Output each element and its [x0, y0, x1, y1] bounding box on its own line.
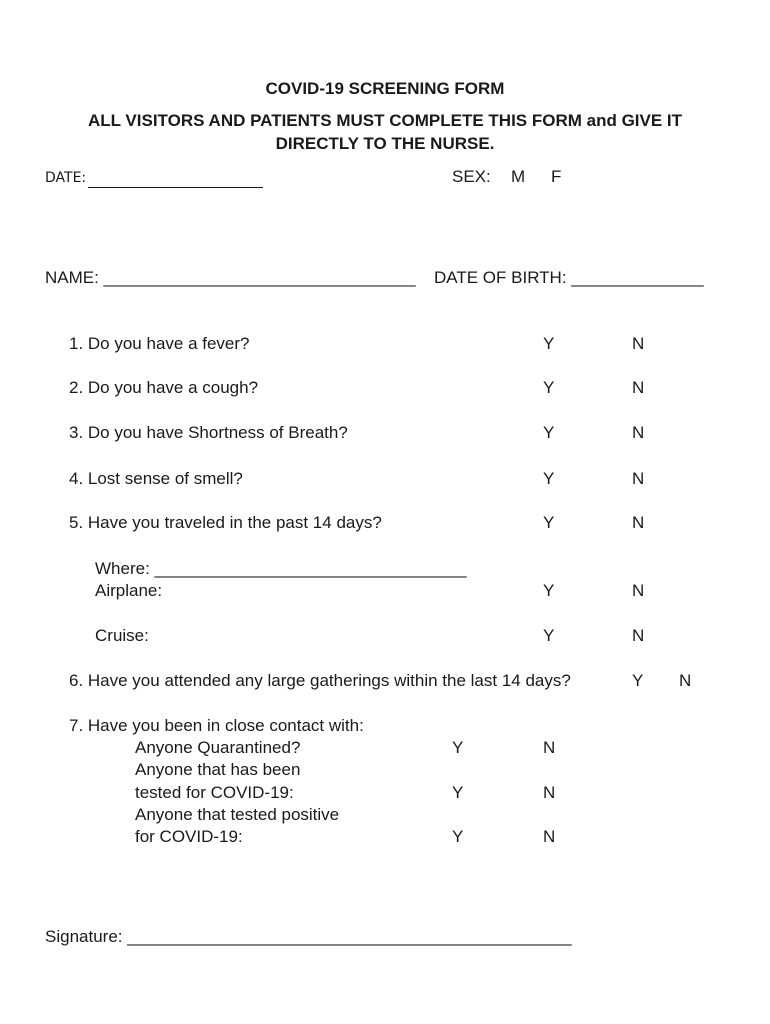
- q7-quarantined-yes[interactable]: Y: [452, 738, 464, 757]
- date-field[interactable]: [45, 167, 263, 188]
- q7-quarantined-label: Anyone Quarantined?: [135, 738, 301, 757]
- q6-no[interactable]: N: [679, 671, 692, 690]
- q3-no[interactable]: N: [632, 423, 645, 442]
- date-line[interactable]: [88, 172, 263, 188]
- dob-field[interactable]: DATE OF BIRTH: ______________: [434, 268, 704, 287]
- q5-cruise-yes[interactable]: Y: [543, 626, 555, 645]
- question-2: 2. Do you have a cough?: [69, 378, 259, 397]
- q7-positive-yes[interactable]: Y: [452, 827, 464, 846]
- sex-option-m[interactable]: M: [511, 167, 526, 186]
- q7-positive-no[interactable]: N: [543, 827, 556, 846]
- q2-no[interactable]: N: [632, 378, 645, 397]
- date-label: DATE:: [45, 170, 87, 186]
- q4-yes[interactable]: Y: [543, 469, 555, 488]
- question-6: 6. Have you attended any large gatherings within the last 14 days?: [69, 671, 571, 690]
- q3-yes[interactable]: Y: [543, 423, 555, 442]
- q5-no[interactable]: N: [632, 513, 645, 532]
- q5-where-field[interactable]: Where: _________________________________: [95, 559, 467, 578]
- form-title: COVID-19 SCREENING FORM: [265, 79, 505, 98]
- q4-no[interactable]: N: [632, 469, 645, 488]
- form-subtitle-line1: ALL VISITORS AND PATIENTS MUST COMPLETE THIS FORM and GIVE IT: [87, 111, 683, 130]
- q5-yes[interactable]: Y: [543, 513, 555, 532]
- q5-airplane-yes[interactable]: Y: [543, 581, 555, 600]
- q1-no[interactable]: N: [632, 334, 645, 353]
- q7-positive-label-line1: Anyone that tested positive: [135, 805, 340, 824]
- q5-cruise-no[interactable]: N: [632, 626, 645, 645]
- q7-tested-no[interactable]: N: [543, 783, 556, 802]
- name-field[interactable]: NAME: _________________________________: [45, 268, 416, 287]
- sex-label: SEX:: [452, 167, 491, 186]
- question-5: 5. Have you traveled in the past 14 days?: [69, 513, 382, 532]
- q2-yes[interactable]: Y: [543, 378, 555, 397]
- question-4: 4. Lost sense of smell?: [69, 469, 243, 488]
- question-1: 1. Do you have a fever?: [69, 334, 250, 353]
- q6-yes[interactable]: Y: [632, 671, 644, 690]
- sex-option-f[interactable]: F: [551, 167, 562, 186]
- q7-quarantined-no[interactable]: N: [543, 738, 556, 757]
- q7-tested-label-line2: tested for COVID-19:: [135, 783, 294, 802]
- question-7: 7. Have you been in close contact with:: [69, 716, 364, 735]
- form-subtitle-line2: DIRECTLY TO THE NURSE.: [275, 134, 495, 153]
- signature-field[interactable]: Signature: _______________________________________________: [45, 927, 572, 946]
- q7-tested-yes[interactable]: Y: [452, 783, 464, 802]
- question-3: 3. Do you have Shortness of Breath?: [69, 423, 348, 442]
- q5-airplane-no[interactable]: N: [632, 581, 645, 600]
- q5-cruise-label: Cruise:: [95, 626, 149, 645]
- q7-positive-label-line2: for COVID-19:: [135, 827, 243, 846]
- q7-tested-label-line1: Anyone that has been: [135, 760, 301, 779]
- q5-airplane-label: Airplane:: [95, 581, 163, 600]
- q1-yes[interactable]: Y: [543, 334, 555, 353]
